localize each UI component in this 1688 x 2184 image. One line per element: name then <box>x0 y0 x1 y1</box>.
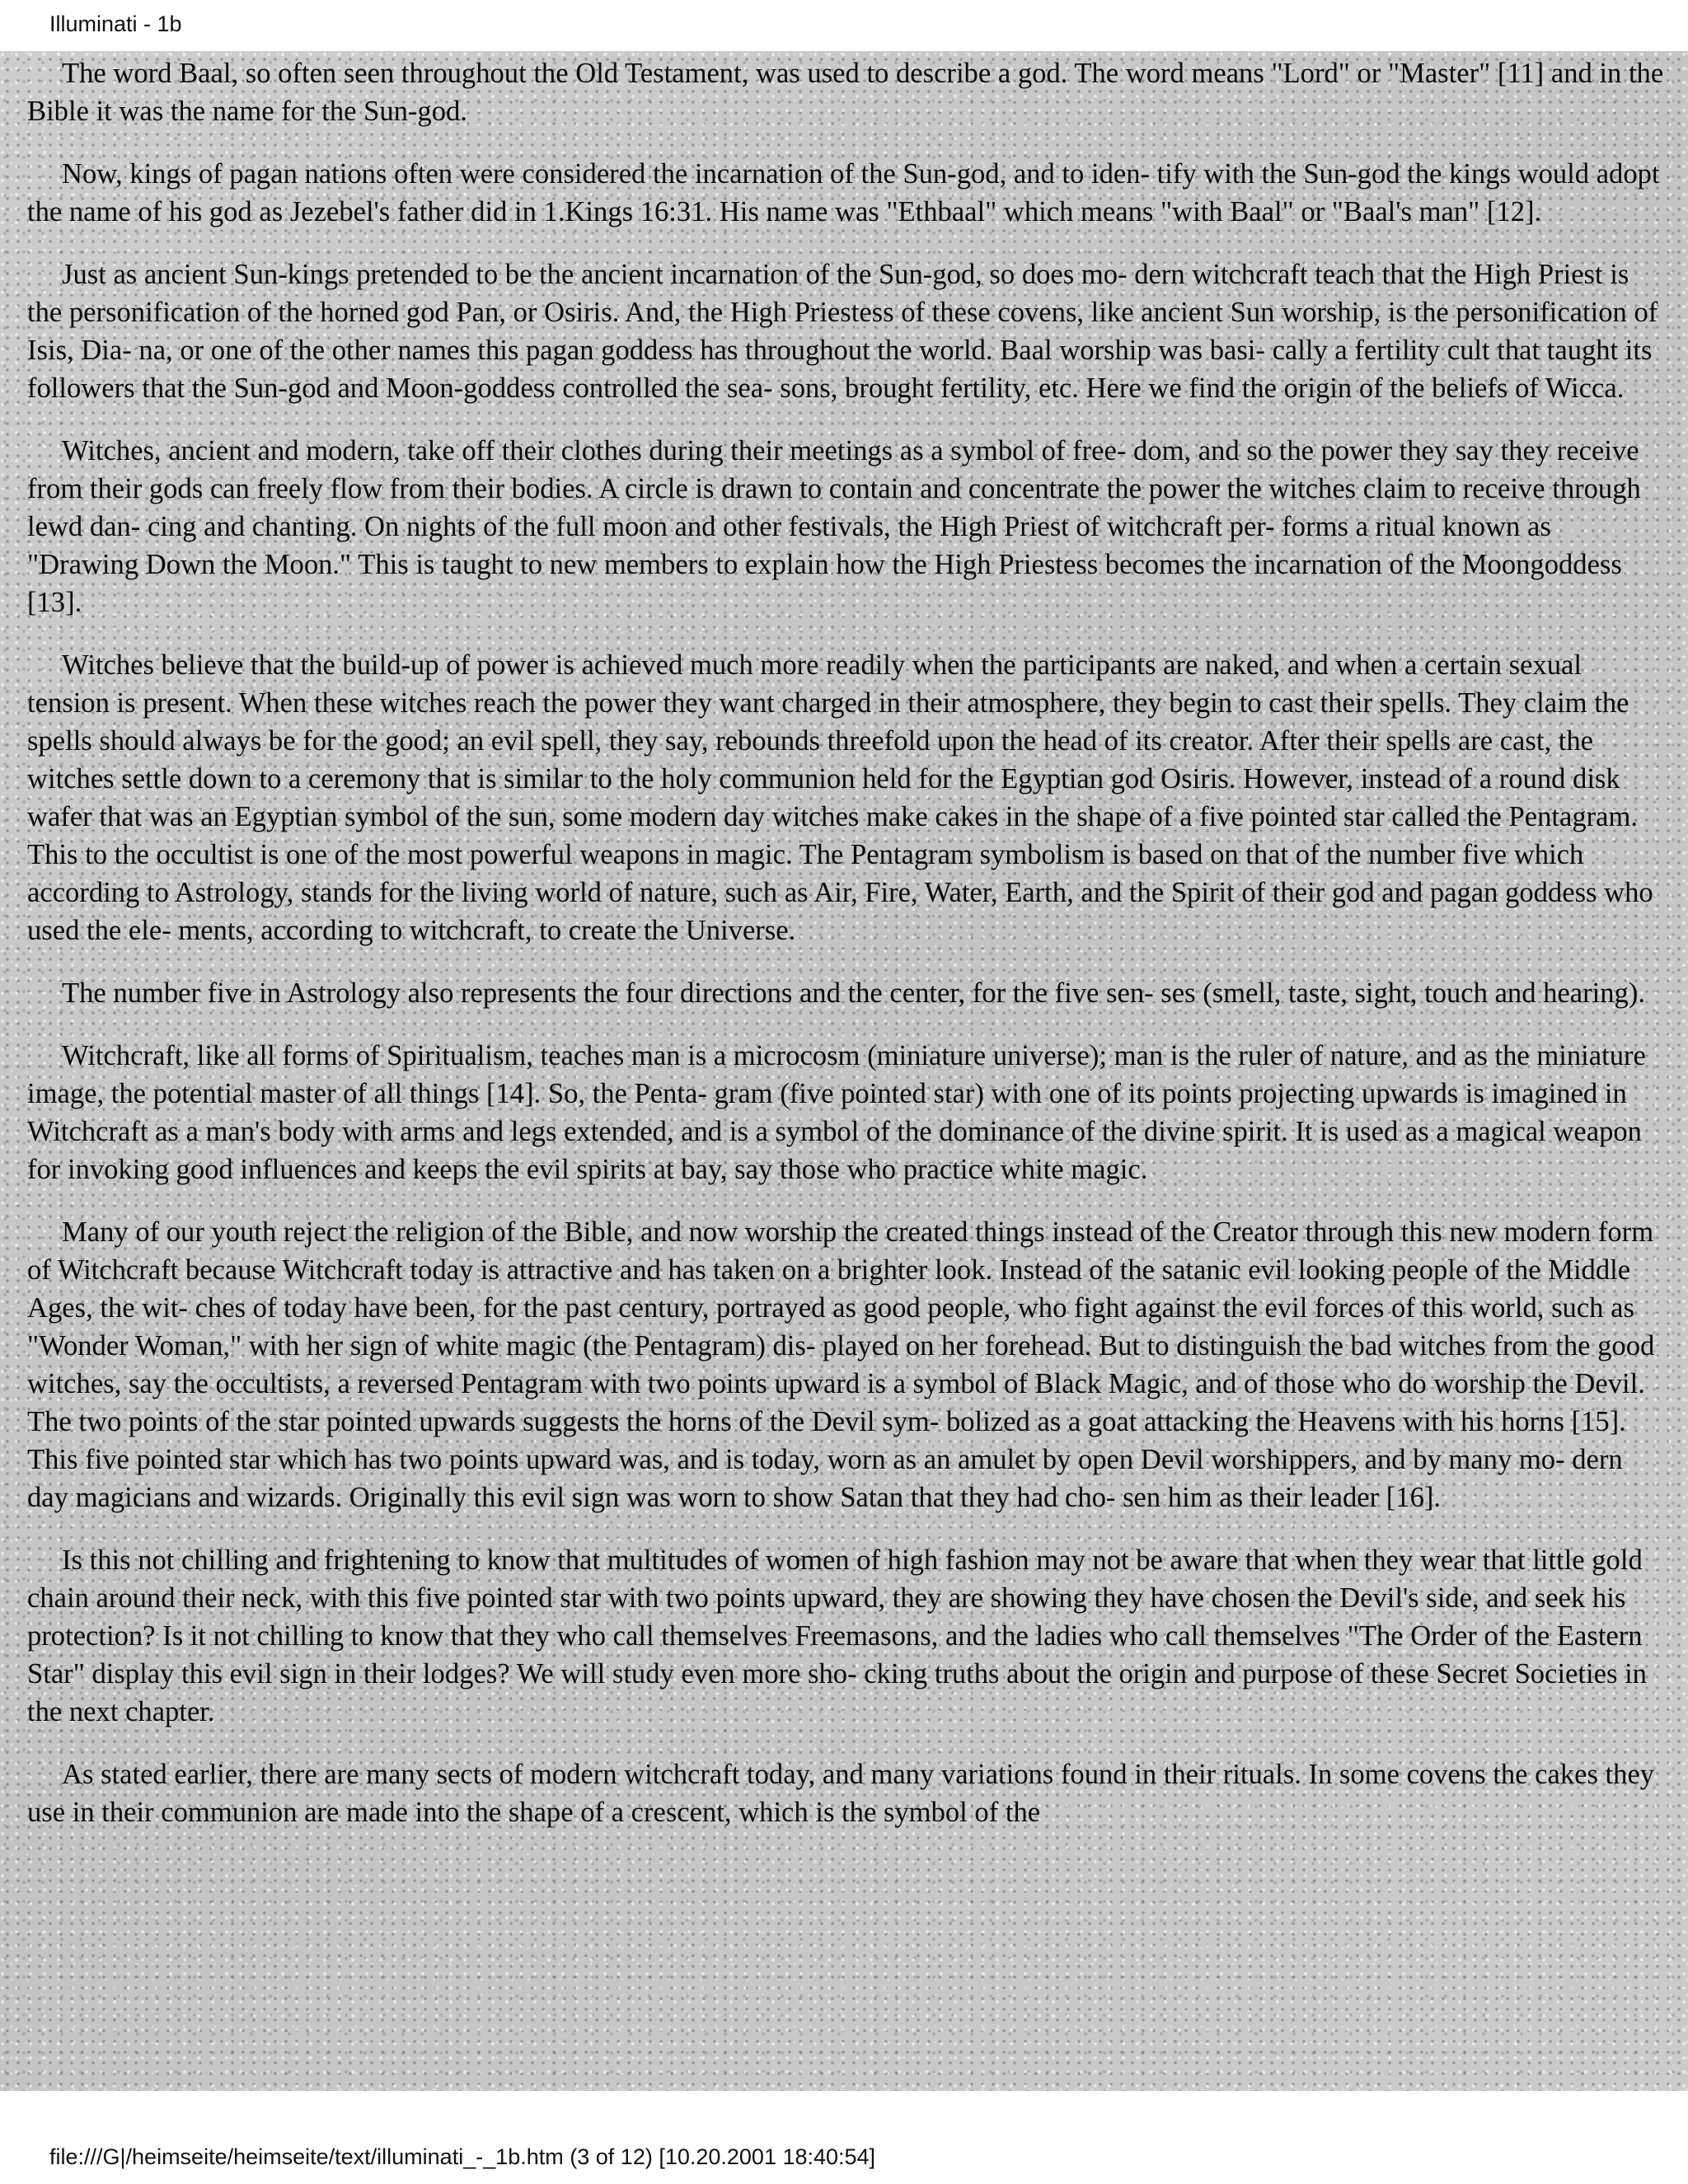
page-canvas <box>0 51 1688 2091</box>
paragraph: Now, kings of pagan nations often were considered the incarnation of the Sun-god, and to iden- tify with the Sun-god the kings would adopt the name of his god as Jezebel's father did in 1.Kings 16:31. His name was "Ethbaal" which means "with Baal" or "Baal's man" [12]. <box>27 158 1660 227</box>
paragraph: Is this not chilling and frightening to know that multitudes of women of high fashion may not be aware that when they wear that little gold chain around their neck, with this five pointed star with two points upward, they are showing they have chosen the Devil's side, and seek his protection? Is it not chilling to know that they who call themselves Freemasons, and the ladies who call themselves "The Order of the Eastern Star" display this evil sign in their lodges? We will study even more sho- cking truths about the origin and purpose of these Secret Societies in the next chapter. <box>27 1544 1647 1727</box>
document-title: Illuminati - 1b <box>49 12 182 36</box>
paragraph: Witches believe that the build-up of power is achieved much more readily when the participants are naked, and when a certain sexual tension is present. When these witches reach the power they want charged in their atmosphere, they begin to cast their spells. They claim the spells should always be for the good; an evil spell, they say, rebounds threefold upon the head of its creator. After their spells are cast, the witches settle down to a ceremony that is similar to the holy communion held for the Egyptian god Osiris. However, instead of a round disk wafer that was an Egyptian symbol of the sun, some modern day witches make cakes in the shape of a five pointed star called the Pentagram. This to the occultist is one of the most powerful weapons in magic. The Pentagram symbolism is based on that of the number five which according to Astrology, stands for the living world of nature, such as Air, Fire, Water, Earth, and the Spirit of their god and pagan goddess who used the ele- ments, according to witchcraft, to create the Universe. <box>27 649 1653 946</box>
paragraph: Witches, ancient and modern, take off their clothes during their meetings as a symbol of free- dom, and so the power they say they receive from their gods can freely flow from their bodies. A circle is drawn to contain and concentrate the power the witches claim to receive through lewd dan- cing and chanting. On nights of the full moon and other festivals, the High Priest of witchcraft per- forms a ritual known as "Drawing Down the Moon." This is taught to new members to explain how the High Priestess becomes the incarnation of the Moongoddess [13]. <box>27 435 1641 618</box>
article-body <box>27 51 1664 1856</box>
print-header <box>0 0 1688 51</box>
paragraph: Many of our youth reject the religion of the Bible, and now worship the created things instead of the Creator through this new modern form of Witchcraft because Witchcraft today is attractive and has taken on a brighter look. Instead of the satanic evil looking people of the Middle Ages, the wit- ches of today have been, for the past century, portrayed as good people, who fight against the evil forces of this world, such as "Wonder Woman," with her sign of white magic (the Pentagram) dis- played on her forehead. But to distinguish the bad witches from the good witches, say the occultists, a reversed Pentagram with two points upward is a symbol of Black Magic, and of those who do worship the Devil. The two points of the star pointed upwards suggests the horns of the Devil sym- bolized as a goat attacking the Heavens with his horns [15]. This five pointed star which has two points upward was, and is today, worn as an amulet by open Devil worshippers, and by many mo- dern day magicians and wizards. Originally this evil sign was worn to show Satan that they had cho- sen him as their leader [16]. <box>27 1216 1655 1513</box>
document-path: file:///G|/heimseite/heimseite/text/illuminati_-_1b.htm (3 of 12) [10.20.2001 18:40:54] <box>49 2144 876 2169</box>
paragraph: The word Baal, so often seen throughout the Old Testament, was used to describe a god. The word means "Lord" or "Master" [11] and in the Bible it was the name for the Sun-god. <box>27 58 1664 127</box>
print-footer <box>0 2091 1688 2184</box>
paragraph: Witchcraft, like all forms of Spiritualism, teaches man is a microcosm (miniature universe); man is the ruler of nature, and as the miniature image, the potential master of all things [14]. So, the Penta- gram (five pointed star) with one of its points projecting upwards is imagined in Witchcraft as a man's body with arms and legs extended, and is a symbol of the dominance of the divine spirit. It is used as a magical weapon for invoking good influences and keeps the evil spirits at bay, say those who practice white magic. <box>27 1040 1646 1185</box>
paragraph: Just as ancient Sun-kings pretended to be the ancient incarnation of the Sun-god, so does mo- dern witchcraft teach that the High Priest is the personification of the horned god Pan, or Osiris. And, the High Priestess of these covens, like ancient Sun worship, is the personification of Isis, Dia- na, or one of the other names this pagan goddess has throughout the world. Baal worship was basi- cally a fertility cult that taught its followers that the Sun-god and Moon-goddess controlled the sea- sons, brought fertility, etc. Here we find the origin of the beliefs of Wicca. <box>27 259 1658 404</box>
paragraph: As stated earlier, there are many sects of modern witchcraft today, and many variations found in their rituals. In some covens the cakes they use in their communion are made into the shape of a crescent, which is the symbol of the <box>27 1759 1655 1828</box>
paragraph: The number five in Astrology also represents the four directions and the center, for the five sen- ses (smell, taste, sight, touch and hearing). <box>62 977 1645 1009</box>
